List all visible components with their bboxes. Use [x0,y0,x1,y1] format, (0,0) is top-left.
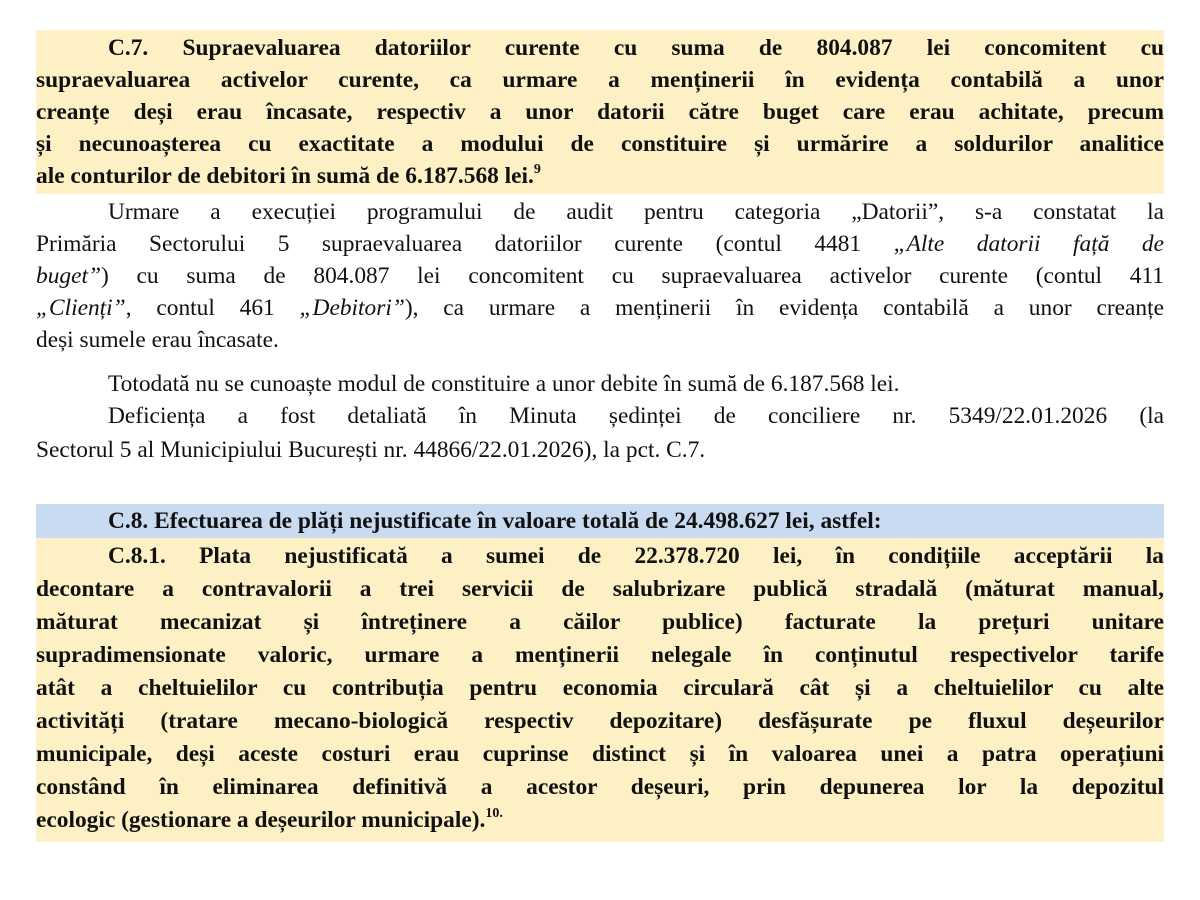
c8-1-line-1: C.8.1. Plata nejustificată a sumei de 22.378.720 lei, în condițiile acceptării la [108,543,1164,569]
c8-1-line-4: supradimensionate valoric, urmare a menținerii nelegale în conținutul respectivelor tarife [36,642,1164,668]
c7-heading-line-4: și necunoașterea cu exactitate a modului de constituire și urmărire a soldurilor analitice [36,131,1164,157]
c7-heading-line-1: C.7. Supraevaluarea datoriilor curente cu suma de 804.087 lei concomitent cu [108,35,1164,61]
c8-1-line-9-text: ecologic (gestionare a deșeurilor municipale). [36,807,486,833]
c7-p1-line-4-b: , contul 461 [125,295,300,321]
c7-p1-line-2-a: Primăria Sectorului 5 supraevaluarea datoriilor curente (contul 4481 [36,231,894,257]
c7-paragraph-1 [36,196,1164,364]
c7-p1-line-3 [36,260,1164,292]
c7-p1-line-4-d: ), ca urmare a menținerii în evidența contabilă a unor creanțe [404,295,1164,321]
c7-p3-line-2: Sectorul 5 al Municipiului București nr. 44866/22.01.2026), la pct. C.7. [36,437,706,463]
c8-heading-line: C.8. Efectuarea de plăți nejustificate în valoare totală de 24.498.627 lei, astfel: [108,508,882,534]
c7-p1-line-1: Urmare a execuției programului de audit pentru categoria „Datorii”, s-a constatat la [108,199,1164,225]
c8-1-line-6: activități (tratare mecano-biologică respectiv depozitare) desfășurate pe fluxul deșeurilor [36,708,1164,734]
c7-p1-line-4-c: „Debitori” [299,295,405,321]
c8-1-line-9 [36,804,1164,836]
c8-1-line-7: municipale, deși aceste costuri erau cuprinse distinct și în valoarea unei a patra operațiuni [36,741,1164,767]
c7-p1-line-5: deși sumele erau încasate. [36,327,279,353]
footnote-ref-10: 10. [485,806,503,821]
c7-p1-line-4-a: „Clienți” [36,295,126,321]
c7-heading-line-5 [36,160,1164,192]
c7-paragraph-2 [36,368,1164,402]
c7-heading-line-5-text: ale conturilor de debitori în sumă de 6.187.568 lei. [36,163,534,189]
c7-p1-line-3-b: ) cu suma de 804.087 lei concomitent cu supraevaluarea activelor curente (contul 411 [100,263,1164,289]
c7-p3-line-1: Deficiența a fost detaliată în Minuta ședinței de conciliere nr. 5349/22.01.2026 (la [108,403,1164,429]
c8-1-line-5: atât a cheltuielilor cu contribuția pentru economia circulară cât și a cheltuielilor cu alte [36,675,1164,701]
c7-p1-line-3-a: buget” [36,263,101,289]
c7-paragraph-3 [36,400,1164,468]
c7-heading-line-2: supraevaluarea activelor curente, ca urmare a menținerii în evidența contabilă a unor [36,67,1164,93]
c8-1-line-2: decontare a contravalorii a trei servicii de salubrizare publică stradală (măturat manual, [36,576,1164,602]
c8-1-line-8: constând în eliminarea definitivă a acestor deșeuri, prin depunerea lor la depozitul [36,774,1164,800]
c7-p1-line-2 [36,228,1164,260]
footnote-ref-9: 9 [533,162,541,177]
c7-p1-line-4 [36,292,1164,324]
section-c8-1 [36,538,1164,842]
section-c8-heading [36,504,1164,538]
c7-p2-line-1: Totodată nu se cunoaște modul de constituire a unor debite în sumă de 6.187.568 lei. [108,371,900,397]
c8-1-line-3: măturat mecanizat și întreținere a căilor publice) facturate la prețuri unitare [36,609,1164,635]
c7-p1-line-2-b: „Alte datorii față de [893,231,1164,257]
c7-heading-line-3: creanțe deși erau încasate, respectiv a unor datorii către buget care erau achitate, precum [36,99,1164,125]
section-c7-heading [36,30,1164,194]
